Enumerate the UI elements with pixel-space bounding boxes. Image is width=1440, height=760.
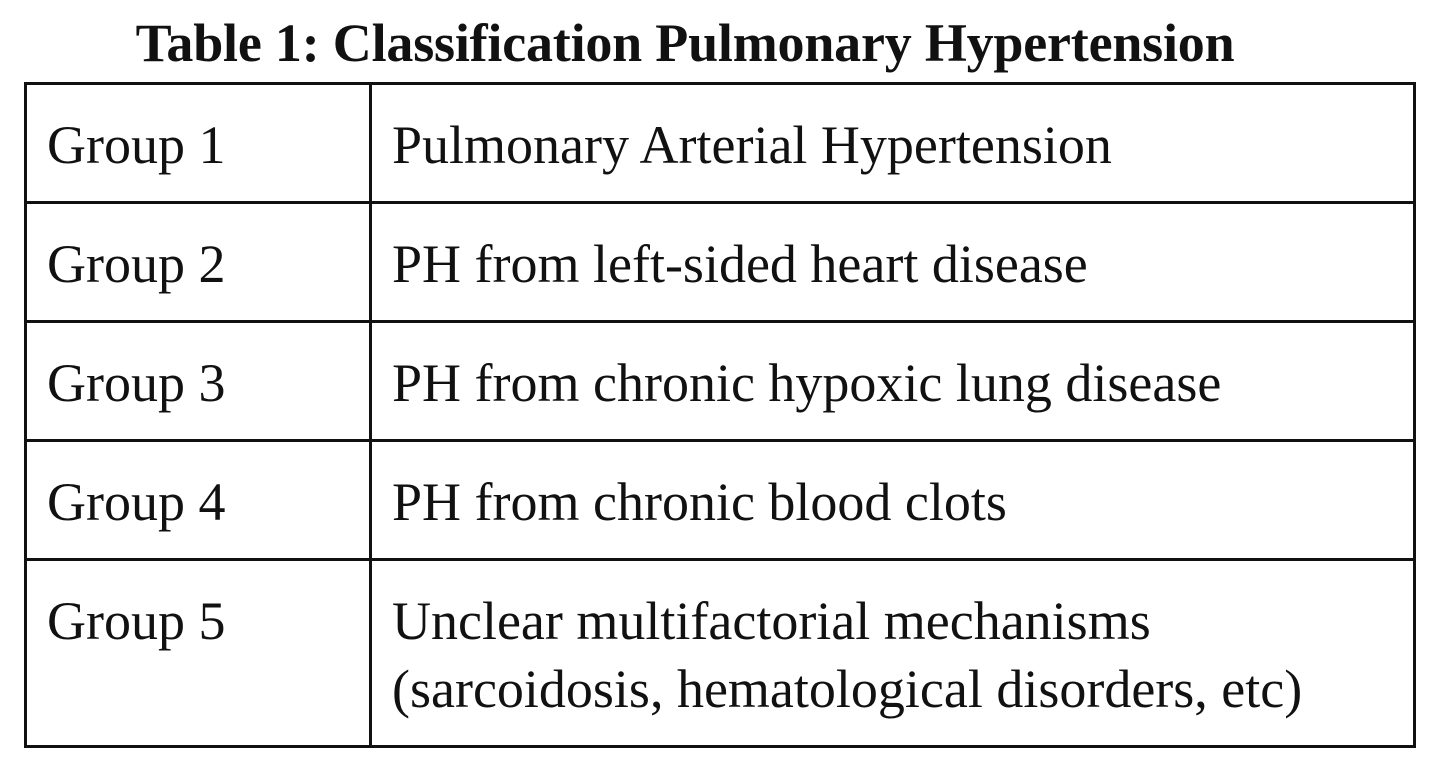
description-cell bbox=[371, 84, 1415, 203]
description-cell bbox=[371, 203, 1415, 322]
table-row bbox=[26, 84, 1415, 203]
table-row bbox=[26, 441, 1415, 560]
description-text: Unclear multifactorial mechanisms bbox=[392, 591, 1151, 651]
group-cell: Group 1 bbox=[26, 84, 371, 203]
classification-table bbox=[24, 82, 1416, 748]
group-cell: Group 2 bbox=[26, 203, 371, 322]
description-text: PH from chronic blood clots bbox=[392, 472, 1007, 532]
description-cell bbox=[371, 560, 1415, 747]
group-cell: Group 3 bbox=[26, 322, 371, 441]
description-cell bbox=[371, 322, 1415, 441]
table-row bbox=[26, 560, 1415, 747]
description-text: PH from left-sided heart disease bbox=[392, 234, 1088, 294]
description-text: PH from chronic hypoxic lung disease bbox=[392, 353, 1222, 413]
group-cell: Group 4 bbox=[26, 441, 371, 560]
table-title: Table 1: Classification Pulmonary Hypertension bbox=[135, 13, 1235, 73]
description-text-continued: (sarcoidosis, hematological disorders, etc) bbox=[392, 659, 1303, 719]
table-row bbox=[26, 203, 1415, 322]
description-text: Pulmonary Arterial Hypertension bbox=[392, 115, 1112, 175]
description-cell bbox=[371, 441, 1415, 560]
table-row bbox=[26, 322, 1415, 441]
group-cell: Group 5 bbox=[26, 560, 371, 747]
